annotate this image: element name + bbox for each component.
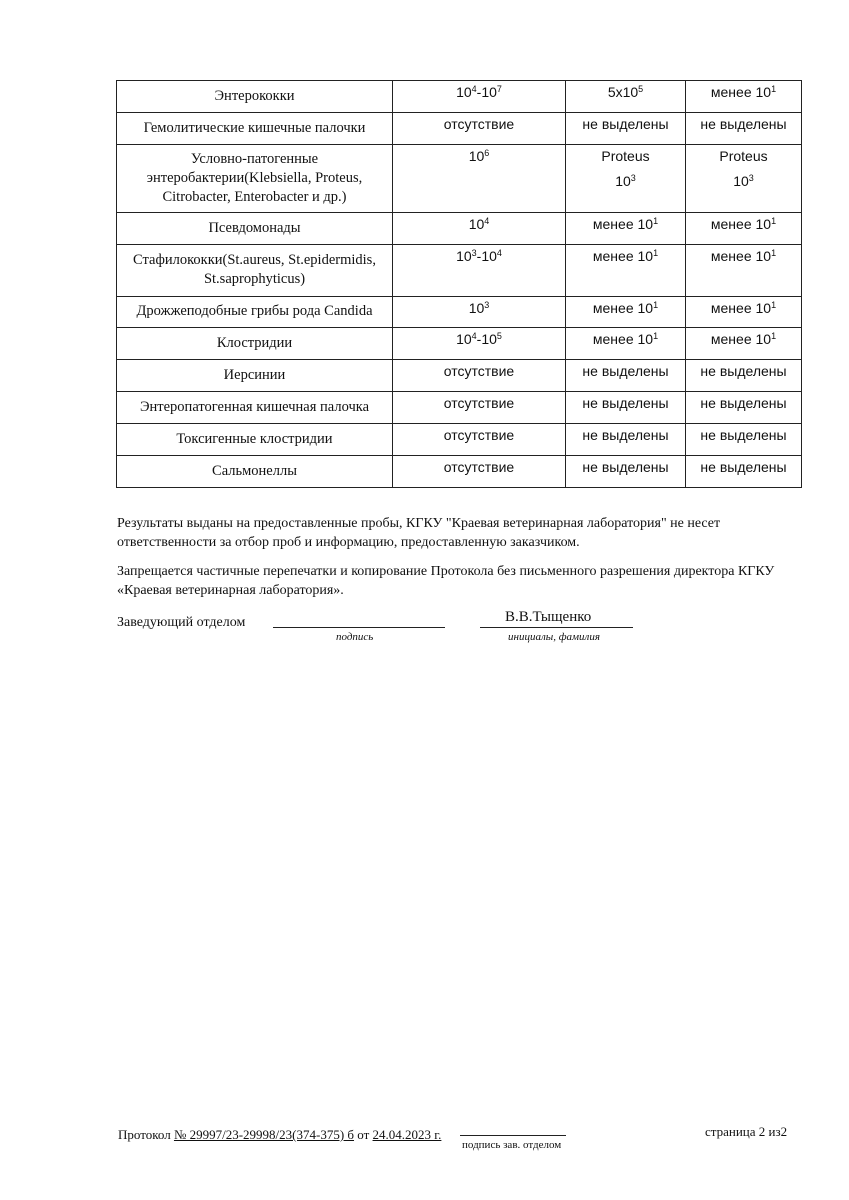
sample-2-cell [686,245,802,297]
sample-2-cell [686,392,802,424]
norm-exp: 3 [471,248,477,258]
norm-cell [393,245,566,297]
sample-2-cell [686,297,802,328]
signature-caption: подпись [336,631,374,643]
sample-2-text: менее 10 [710,331,772,347]
indicator-cell [117,297,393,328]
norm-text: отсутствие [443,363,515,379]
sample-1-text: Proteus [601,148,650,164]
sample-1-exp: 1 [653,300,659,310]
table-row [117,213,802,245]
table-row [117,392,802,424]
indicator-cell [117,145,393,213]
indicator-name: Условно-патогенные энтеробактерии(Klebsiella, Proteus, Citrobacter, Enterobacter и др.) [146,150,363,205]
norm-range: -10 [476,331,497,347]
sample-1-cell [566,360,686,392]
sample-1-text: менее 10 [592,300,654,316]
indicator-name: Гемолитические кишечные палочки [143,119,366,136]
table-row [117,81,802,113]
sample-1-cell [566,297,686,328]
norm-cell [393,456,566,488]
indicator-name: Сальмонеллы [212,462,297,479]
signer-name: В.В.Тыщенко [505,609,592,625]
norm-range: -10 [476,248,497,264]
sample-1-cell [566,145,686,213]
indicator-name: Энтерококки [214,87,295,104]
sample-2-cell [686,213,802,245]
norm-exp: 4 [484,216,490,226]
sample-1-cell [566,113,686,145]
results-table [116,80,802,488]
norm-text: 10 [456,248,472,264]
protocol-label: Протокол [118,1127,171,1142]
sample-1-exp: 5 [638,84,644,94]
indicator-name: Токсигенные клостридии [176,430,333,447]
norm-text: 10 [456,84,472,100]
indicator-name: Псевдомонады [208,219,301,236]
indicator-cell [117,328,393,360]
sample-2-text: менее 10 [710,300,772,316]
table-row [117,328,802,360]
sample-1-text: не выделены [582,363,669,379]
norm-cell [393,213,566,245]
norm-exp-2: 4 [496,248,502,258]
sample-1-text: не выделены [582,459,669,475]
page-number: страница 2 из2 [705,1124,788,1139]
signature-line [273,627,445,628]
footer-signature-caption: подпись зав. отделом [462,1139,562,1151]
sample-2-text: не выделены [700,395,787,411]
sample-2-text: не выделены [700,363,787,379]
sample-1-text: не выделены [582,116,669,132]
copyright-line-1: Запрещается частичные перепечатки и копирование Протокола без письменного разрешения директора КГКУ [117,564,775,579]
norm-exp-2: 7 [496,84,502,94]
norm-exp: 4 [471,84,477,94]
indicator-cell [117,360,393,392]
norm-exp-2: 5 [496,331,502,341]
sample-2-exp: 1 [771,216,777,226]
indicator-cell [117,113,393,145]
sample-2-exp: 1 [771,84,777,94]
sample-2-text: не выделены [700,459,787,475]
indicator-cell [117,392,393,424]
sample-1-cell [566,245,686,297]
indicator-name: Стафилококки(St.aureus, St.epidermidis, St.saprophyticus) [133,252,376,287]
sample-1-text: менее 10 [592,331,654,347]
sample-2-text: менее 10 [710,216,772,232]
indicator-cell [117,81,393,113]
sample-2-text: Proteus [719,148,768,164]
protocol-date: 24.04.2023 г. [372,1127,442,1142]
norm-text: отсутствие [443,116,515,132]
disclaimer-line-1: Результаты выданы на предоставленные пробы, КГКУ "Краевая ветеринарная лаборатория" не несет [117,516,721,531]
sample-1-count-exp: 3 [630,173,636,183]
sample-1-exp: 1 [653,216,659,226]
sample-1-text: менее 10 [592,248,654,264]
indicator-name: Энтеропатогенная кишечная палочка [139,398,370,415]
norm-exp: 4 [471,331,477,341]
sample-1-cell [566,328,686,360]
sample-1-cell [566,213,686,245]
norm-range: -10 [476,84,497,100]
sample-2-cell [686,328,802,360]
footer-signature-line [460,1135,566,1136]
table-row [117,424,802,456]
sample-1-cell [566,456,686,488]
disclaimer-line-2: ответственности за отбор проб и информацию, предоставленную заказчиком. [117,535,580,550]
indicator-cell [117,245,393,297]
norm-cell [393,297,566,328]
table-row [117,145,802,213]
indicator-cell [117,424,393,456]
protocol-footer [118,1127,441,1143]
sample-1-text: не выделены [582,395,669,411]
sample-1-text: не выделены [582,427,669,443]
sample-2-count: 10 [733,173,749,189]
norm-cell [393,113,566,145]
sample-2-cell [686,113,802,145]
table-row [117,456,802,488]
sample-2-cell [686,424,802,456]
table-row [117,297,802,328]
table-row [117,113,802,145]
disclaimer-note [117,514,720,552]
indicator-name: Дрожжеподобные грибы рода Candida [136,303,373,319]
sample-2-exp: 1 [771,331,777,341]
sample-1-cell [566,81,686,113]
indicator-cell [117,456,393,488]
table-row [117,360,802,392]
norm-text: 10 [468,300,485,316]
norm-text: 10 [456,331,472,347]
copyright-line-2: «Краевая ветеринарная лаборатория». [117,583,344,598]
sample-2-cell [686,81,802,113]
sample-2-cell [686,360,802,392]
signer-role: Заведующий отделом [117,615,246,630]
name-line [480,627,633,628]
norm-cell [393,328,566,360]
sample-1-cell [566,392,686,424]
sample-2-text: менее 10 [710,248,772,264]
sample-1-count: 10 [615,173,631,189]
table-row [117,245,802,297]
norm-cell [393,360,566,392]
norm-text: отсутствие [443,459,515,475]
sample-2-text: не выделены [700,116,787,132]
sample-2-exp: 1 [771,300,777,310]
norm-cell [393,145,566,213]
sample-1-cell [566,424,686,456]
norm-text: отсутствие [443,395,515,411]
name-caption: инициалы, фамилия [508,631,600,643]
indicator-cell [117,213,393,245]
sample-2-cell [686,145,802,213]
date-label: от [357,1127,370,1142]
sample-2-exp: 1 [771,248,777,258]
copyright-note [117,562,774,600]
sample-1-exp: 1 [653,331,659,341]
protocol-number: № 29997/23-29998/23(374-375) б [173,1127,355,1142]
norm-text: 10 [468,148,485,164]
sample-2-count-exp: 3 [748,173,754,183]
norm-cell [393,81,566,113]
sample-1-exp: 1 [653,248,659,258]
sample-2-text: не выделены [700,427,787,443]
norm-cell [393,392,566,424]
indicator-name: Клостридии [216,334,293,351]
norm-exp: 6 [484,148,490,158]
norm-exp: 3 [484,300,490,310]
indicator-name: Иерсинии [223,366,286,383]
sample-2-text: менее 10 [710,84,772,100]
norm-cell [393,424,566,456]
sample-1-text: 5x10 [607,84,639,100]
norm-text: отсутствие [443,427,515,443]
sample-1-text: менее 10 [592,216,654,232]
sample-2-cell [686,456,802,488]
norm-text: 10 [468,216,485,232]
